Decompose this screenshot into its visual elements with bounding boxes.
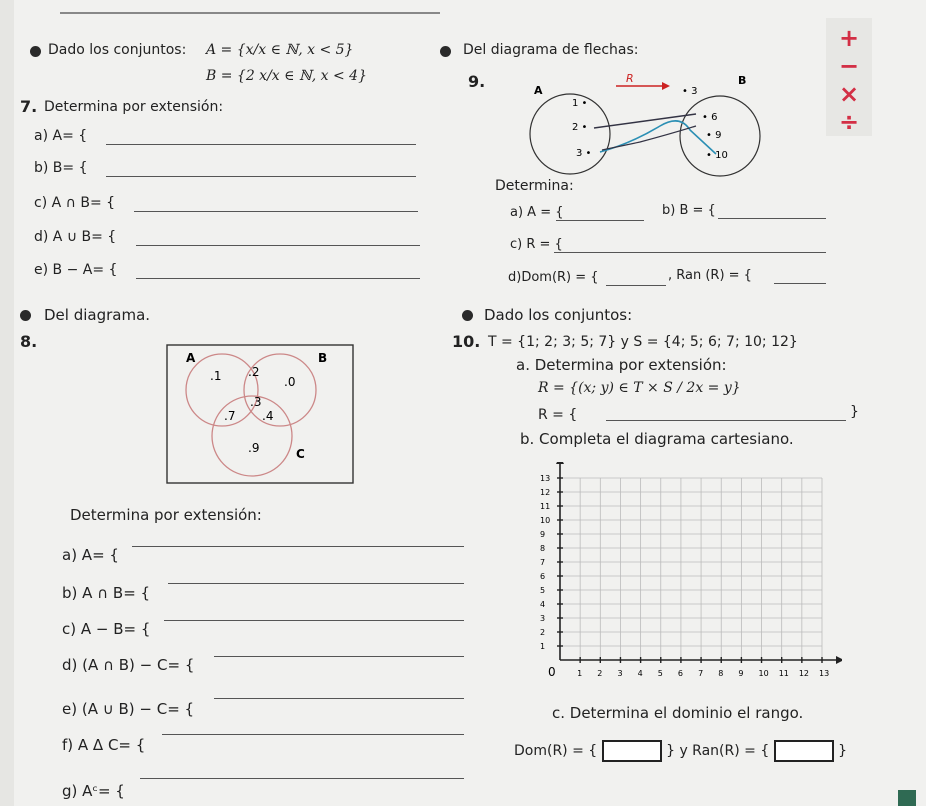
math-operations-strip	[826, 18, 872, 136]
y-tick-label: 1	[540, 642, 546, 651]
q8-answer-line-b[interactable]	[168, 583, 464, 584]
question-number-10: 10.	[452, 332, 481, 351]
ran-text: } y Ran(R) = {	[666, 743, 770, 759]
b-elem-9: • 9	[706, 130, 722, 141]
y-tick-label: 5	[540, 586, 546, 595]
q8-answer-line-d[interactable]	[214, 656, 464, 657]
x-tick-label: 13	[819, 669, 830, 678]
dom-text: Dom(R) = {	[514, 743, 598, 759]
q7-item-b: b) B= {	[34, 160, 88, 176]
venn-diagram	[166, 344, 354, 486]
ran-close: }	[838, 743, 848, 759]
q7-item-d: d) A ∪ B= {	[34, 229, 117, 245]
venn-elem-9: .9	[248, 441, 260, 455]
x-tick-label: 0	[548, 665, 556, 679]
q9-answer-line-c[interactable]	[554, 252, 826, 253]
arrow-set-a-label: A	[534, 84, 543, 97]
venn-label-c: C	[296, 447, 305, 461]
intro-arrow-diagram: Del diagrama de flechas:	[463, 42, 639, 58]
venn-elem-7: .7	[224, 409, 236, 423]
x-tick-label: 6	[677, 669, 684, 678]
q8-answer-line-a[interactable]	[132, 546, 464, 547]
q7-item-a: a) A= {	[34, 128, 88, 144]
q8-item-e: e) (A ∪ B) − C= {	[62, 700, 195, 718]
arrow-diagram	[520, 62, 770, 182]
bullet-icon	[462, 310, 473, 321]
q7-item-c: c) A ∩ B= {	[34, 195, 116, 211]
x-tick-label: 10	[758, 669, 769, 678]
bullet-icon	[30, 46, 41, 57]
y-tick-label: 8	[540, 544, 546, 553]
intro-venn: Del diagrama.	[44, 306, 151, 324]
q9-answer-line-ran[interactable]	[774, 283, 826, 284]
venn-elem-3: .3	[250, 395, 262, 409]
q8-item-a: a) A= {	[62, 546, 119, 564]
b-elem-3: • 3	[682, 86, 698, 97]
q8-answer-line-e[interactable]	[214, 698, 464, 699]
venn-label-b: B	[318, 351, 328, 365]
x-tick-label: 8	[718, 669, 724, 678]
y-axis-arrow	[556, 462, 564, 464]
edge-decoration	[0, 0, 14, 806]
q7-answer-line-c[interactable]	[134, 211, 418, 212]
y-tick-label: 9	[540, 530, 546, 539]
x-tick-label: 4	[637, 669, 643, 678]
q9-answer-line-dom[interactable]	[606, 285, 666, 286]
set-a-circle	[530, 94, 610, 174]
ran-answer-box[interactable]	[774, 740, 834, 762]
x-tick-label: 12	[798, 669, 810, 678]
relation-definition: R = {(x; y) ∈ T × S / 2x = y}	[538, 380, 741, 396]
question-number-7: 7.	[20, 97, 38, 116]
bullet-icon	[20, 310, 31, 321]
q8-item-d: d) (A ∩ B) − C= {	[62, 656, 195, 674]
q9-answer-line-a[interactable]	[556, 220, 644, 221]
x-tick-label: 1	[577, 669, 583, 678]
q8-answer-line-f[interactable]	[162, 734, 464, 735]
part-c-text: c. Determina el dominio el rango.	[552, 704, 804, 722]
q9-answer-line-b[interactable]	[718, 218, 826, 219]
q8-item-f: f) A Δ C= {	[62, 736, 146, 754]
r-equals-label: R = {	[538, 407, 578, 423]
venn-elem-0: .0	[284, 375, 296, 389]
question-number-9: 9.	[468, 72, 486, 91]
sets-t-s: T = {1; 2; 3; 5; 7} y S = {4; 5; 6; 7; 10; 12}	[488, 334, 798, 350]
question-number-8: 8.	[20, 332, 38, 351]
cartesian-grid-chart[interactable]	[520, 462, 842, 702]
arrow-relation-label: R	[626, 72, 634, 85]
y-tick-label: 7	[540, 558, 546, 567]
y-tick-label: 13	[540, 474, 551, 483]
minus-icon: −	[838, 52, 860, 80]
intro-sets: Dado los conjuntos:	[48, 42, 187, 58]
q7-answer-line-a[interactable]	[106, 144, 416, 145]
header-rule	[60, 12, 440, 14]
venn-label-a: A	[186, 351, 196, 365]
a-elem-2: 2 •	[572, 122, 588, 133]
arrow-set-b-label: B	[738, 74, 747, 87]
x-tick-label: 7	[698, 669, 704, 678]
set-b-definition: B = {2 x/x ∈ ℕ, x < 4}	[206, 68, 367, 84]
y-tick-label: 12	[540, 488, 551, 497]
x-tick-label: 3	[617, 669, 623, 678]
q8-item-b: b) A ∩ B= {	[62, 584, 151, 602]
q8-answer-line-g[interactable]	[140, 778, 464, 779]
b-elem-6: • 6	[702, 112, 718, 123]
x-tick-label: 2	[597, 669, 603, 678]
question-7-text: Determina por extensión:	[44, 99, 224, 115]
dom-label	[514, 740, 847, 762]
q7-answer-line-e[interactable]	[136, 278, 420, 279]
times-icon: ×	[838, 80, 860, 108]
edge-decoration-green	[898, 790, 916, 806]
bullet-icon	[440, 46, 451, 57]
relation-arrow-head	[662, 82, 670, 90]
r-answer-line[interactable]	[606, 420, 846, 421]
q9-item-dom: d)Dom(R) = {	[508, 270, 599, 285]
y-tick-label: 3	[540, 614, 546, 623]
q7-answer-line-b[interactable]	[106, 176, 416, 177]
y-tick-label: 10	[540, 516, 551, 525]
q9-item-ran: , Ran (R) = {	[668, 268, 752, 283]
x-tick-label: 5	[657, 669, 663, 678]
y-tick-label: 4	[540, 600, 546, 609]
question-8-text: Determina por extensión:	[70, 506, 262, 524]
y-tick-label: 2	[540, 628, 546, 637]
q9-item-c: c) R = {	[510, 237, 563, 252]
y-tick-label: 11	[540, 502, 551, 511]
q7-answer-line-d[interactable]	[136, 245, 420, 246]
b-elem-10: • 10	[706, 150, 728, 161]
dom-answer-box[interactable]	[602, 740, 662, 762]
divide-icon: ÷	[838, 108, 860, 136]
q9-item-a: a) A = {	[510, 205, 564, 220]
q9-item-b: b) B = {	[662, 203, 716, 218]
x-tick-label: 9	[738, 669, 744, 678]
part-b-text: b. Completa el diagrama cartesiano.	[520, 430, 794, 448]
determina-label: Determina:	[495, 178, 574, 194]
plus-icon: +	[838, 24, 860, 52]
r-close-brace: }	[850, 404, 859, 420]
a-elem-1: 1 •	[572, 98, 588, 109]
q8-answer-line-c[interactable]	[164, 620, 464, 621]
set-a-definition: A = {x/x ∈ ℕ, x < 5}	[206, 42, 354, 58]
q8-item-c: c) A − B= {	[62, 620, 151, 638]
q8-item-g: g) Aᶜ= {	[62, 782, 125, 800]
a-elem-3: 3 •	[576, 148, 592, 159]
x-tick-label: 11	[778, 669, 789, 678]
x-axis-arrow	[836, 656, 842, 664]
venn-elem-1: .1	[210, 369, 222, 383]
venn-elem-4: .4	[262, 409, 274, 423]
part-a-text: a. Determina por extensión:	[516, 356, 727, 374]
q7-item-e: e) B − A= {	[34, 262, 118, 278]
venn-elem-2: .2	[248, 365, 260, 379]
y-tick-label: 6	[540, 572, 546, 581]
intro-sets-10: Dado los conjuntos:	[484, 306, 633, 324]
